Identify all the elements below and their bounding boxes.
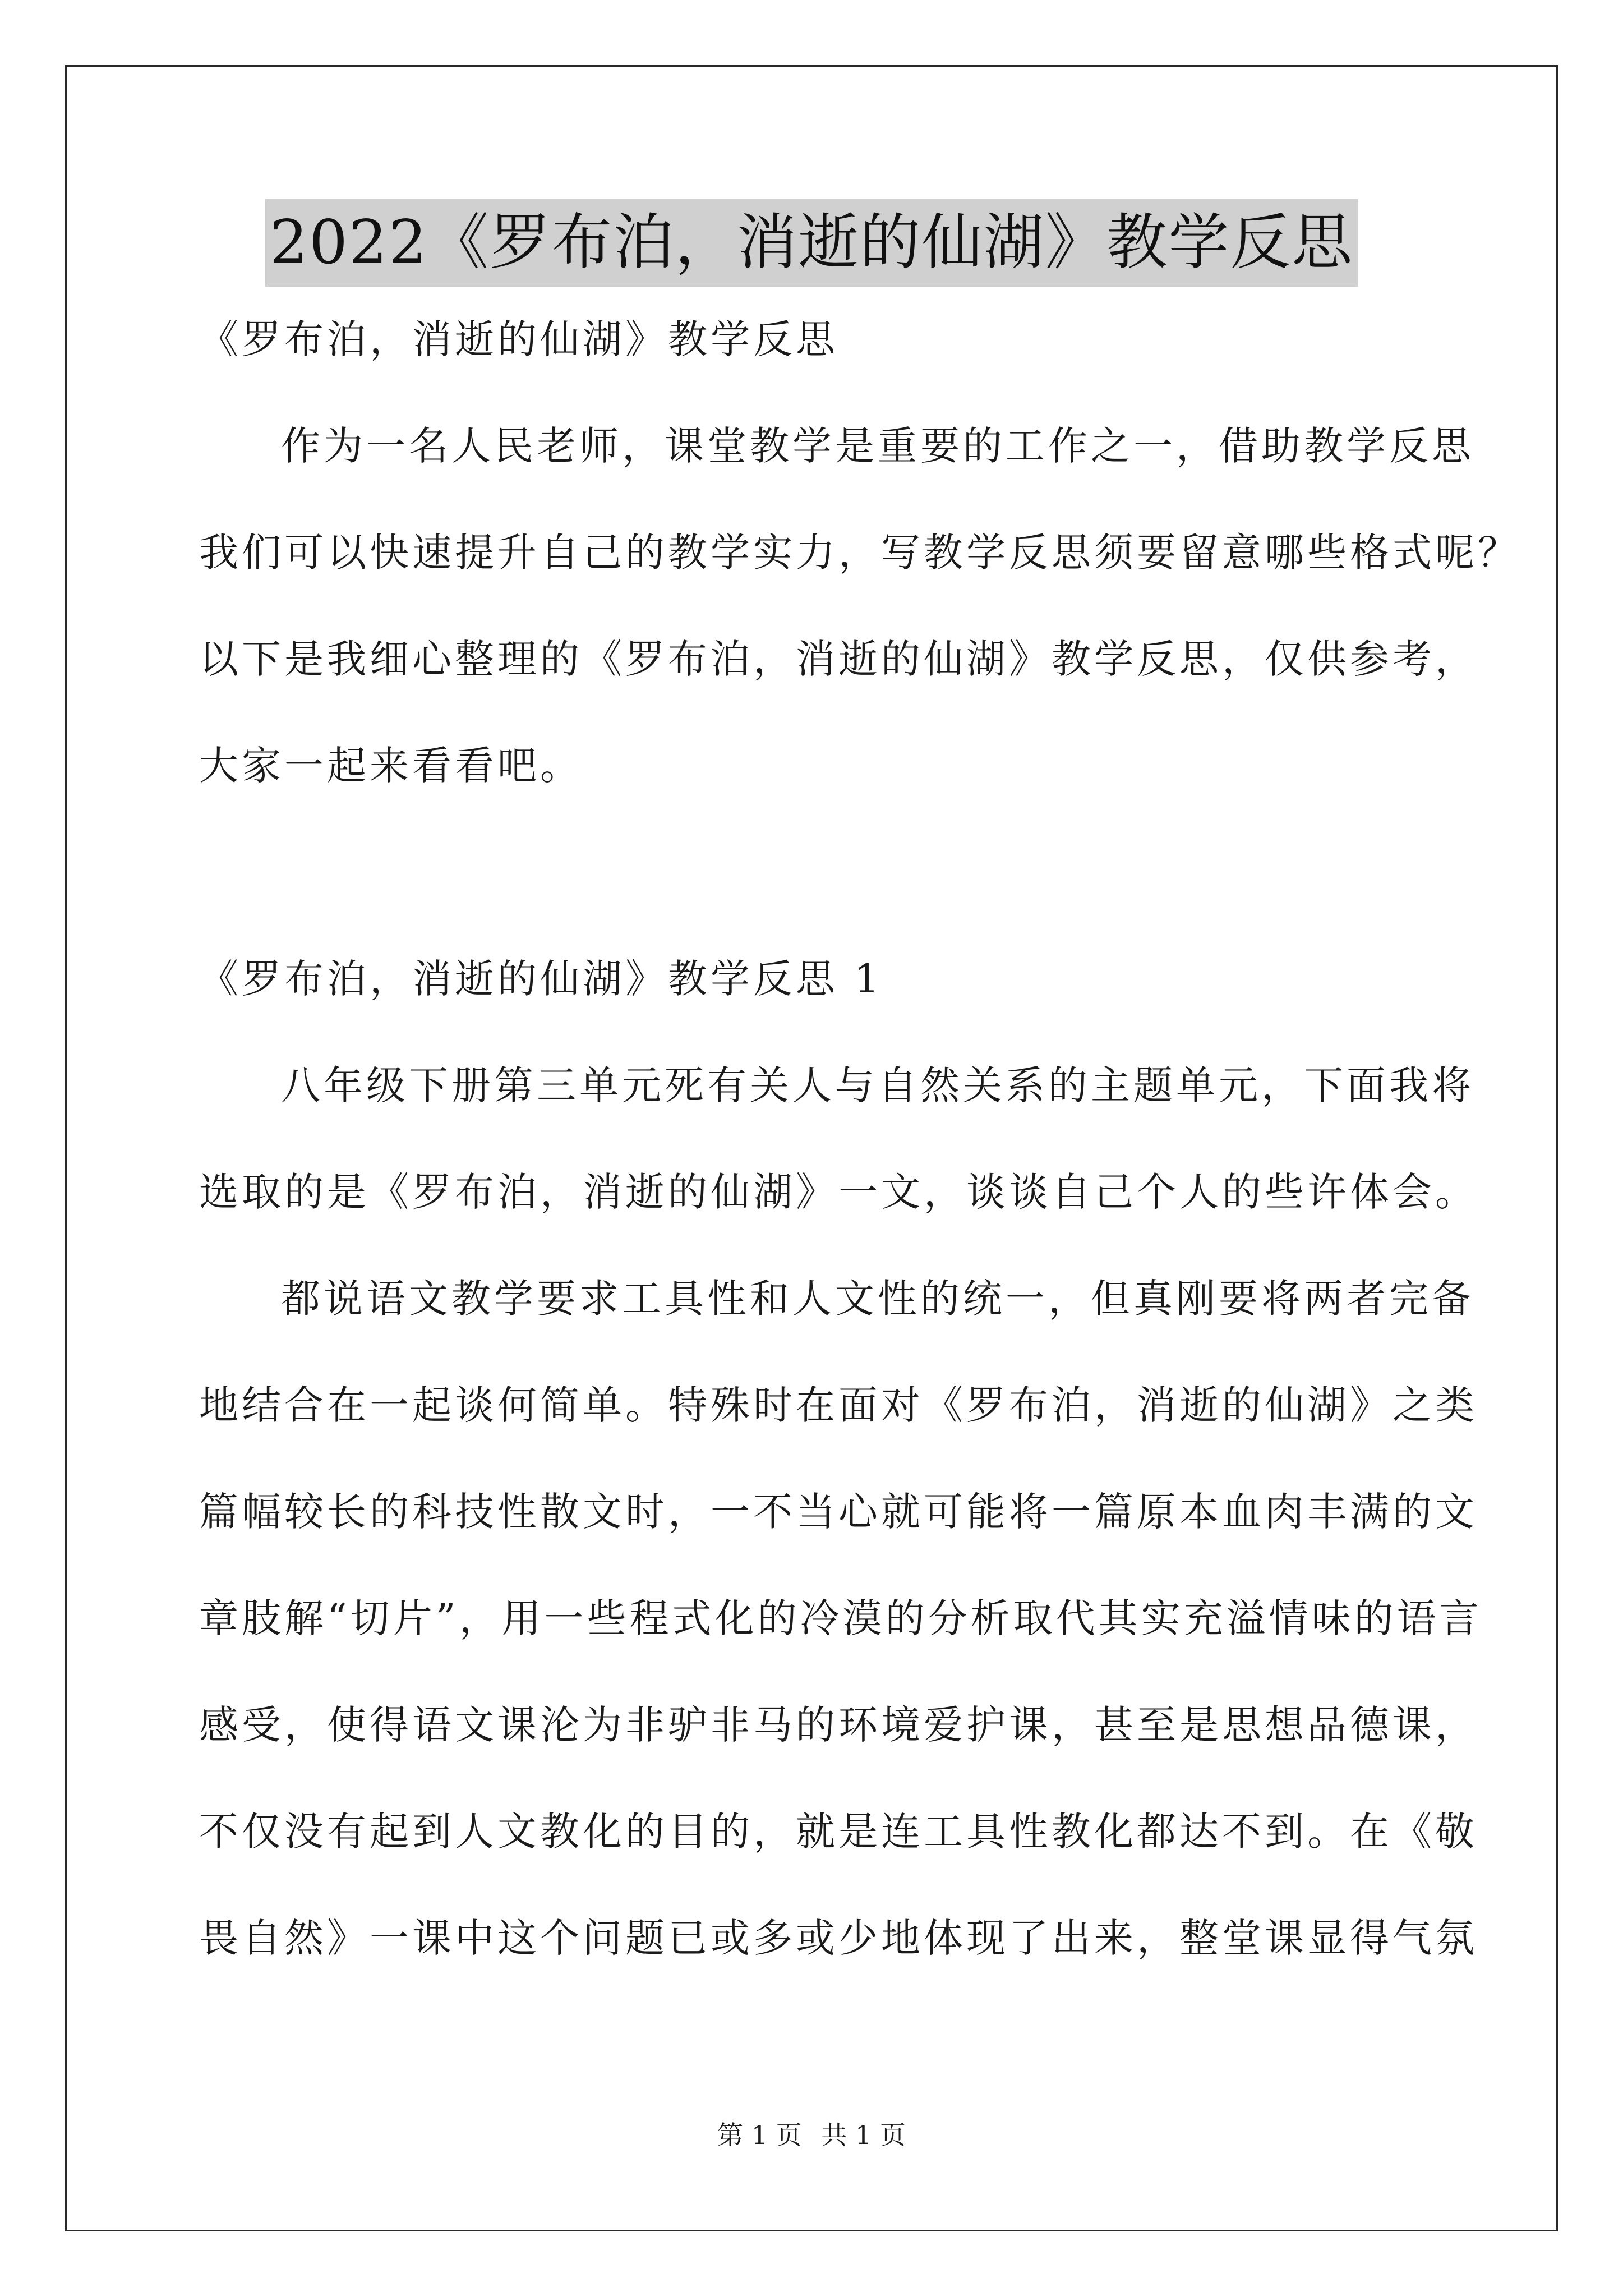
paragraph-line: 不仅没有起到人文教化的目的，就是连工具性教化都达不到。在《敬	[199, 1809, 1478, 1855]
document-title: 2022《罗布泊，消逝的仙湖》教学反思	[265, 199, 1358, 287]
document-body	[199, 311, 1520, 2017]
blank-line	[199, 844, 1433, 951]
section-heading: 《罗布泊，消逝的仙湖》教学反思 1	[199, 956, 883, 1002]
paragraph-line: 地结合在一起谈何简单。特殊时在面对《罗布泊，消逝的仙湖》之类	[199, 1382, 1478, 1428]
paragraph-line: 选取的是《罗布泊，消逝的仙湖》一文，谈谈自己个人的些许体会。	[199, 1169, 1478, 1215]
page-footer	[0, 2118, 1623, 2152]
intro-line: 大家一起来看看吧。	[199, 743, 583, 789]
paragraph-line: 感受，使得语文课沦为非驴非马的环境爱护课，甚至是思想品德课，	[199, 1702, 1478, 1748]
page-total: 共 1 页	[821, 2120, 906, 2150]
intro-line: 作为一名人民老师，课堂教学是重要的工作之一，借助教学反思	[281, 423, 1474, 469]
intro-line: 以下是我细心整理的《罗布泊，消逝的仙湖》教学反思，仅供参考，	[199, 636, 1478, 682]
page-number: 第 1 页	[717, 2120, 802, 2150]
paragraph-line: 八年级下册第三单元死有关人与自然关系的主题单元，下面我将	[281, 1062, 1474, 1108]
paragraph-line: 畏自然》一课中这个问题已或多或少地体现了出来，整堂课显得气氛	[199, 1915, 1478, 1961]
document-subtitle: 《罗布泊，消逝的仙湖》教学反思	[199, 316, 838, 362]
intro-line: 我们可以快速提升自己的教学实力，写教学反思须要留意哪些格式呢？	[199, 530, 1520, 576]
title-container	[0, 199, 1623, 287]
paragraph-line: 篇幅较长的科技性散文时，一不当心就可能将一篇原本血肉丰满的文	[199, 1489, 1478, 1535]
paragraph-line: 章肢解“切片”，用一些程式化的冷漠的分析取代其实充溢情味的语言	[199, 1595, 1482, 1641]
paragraph-line: 都说语文教学要求工具性和人文性的统一，但真刚要将两者完备	[281, 1276, 1474, 1322]
